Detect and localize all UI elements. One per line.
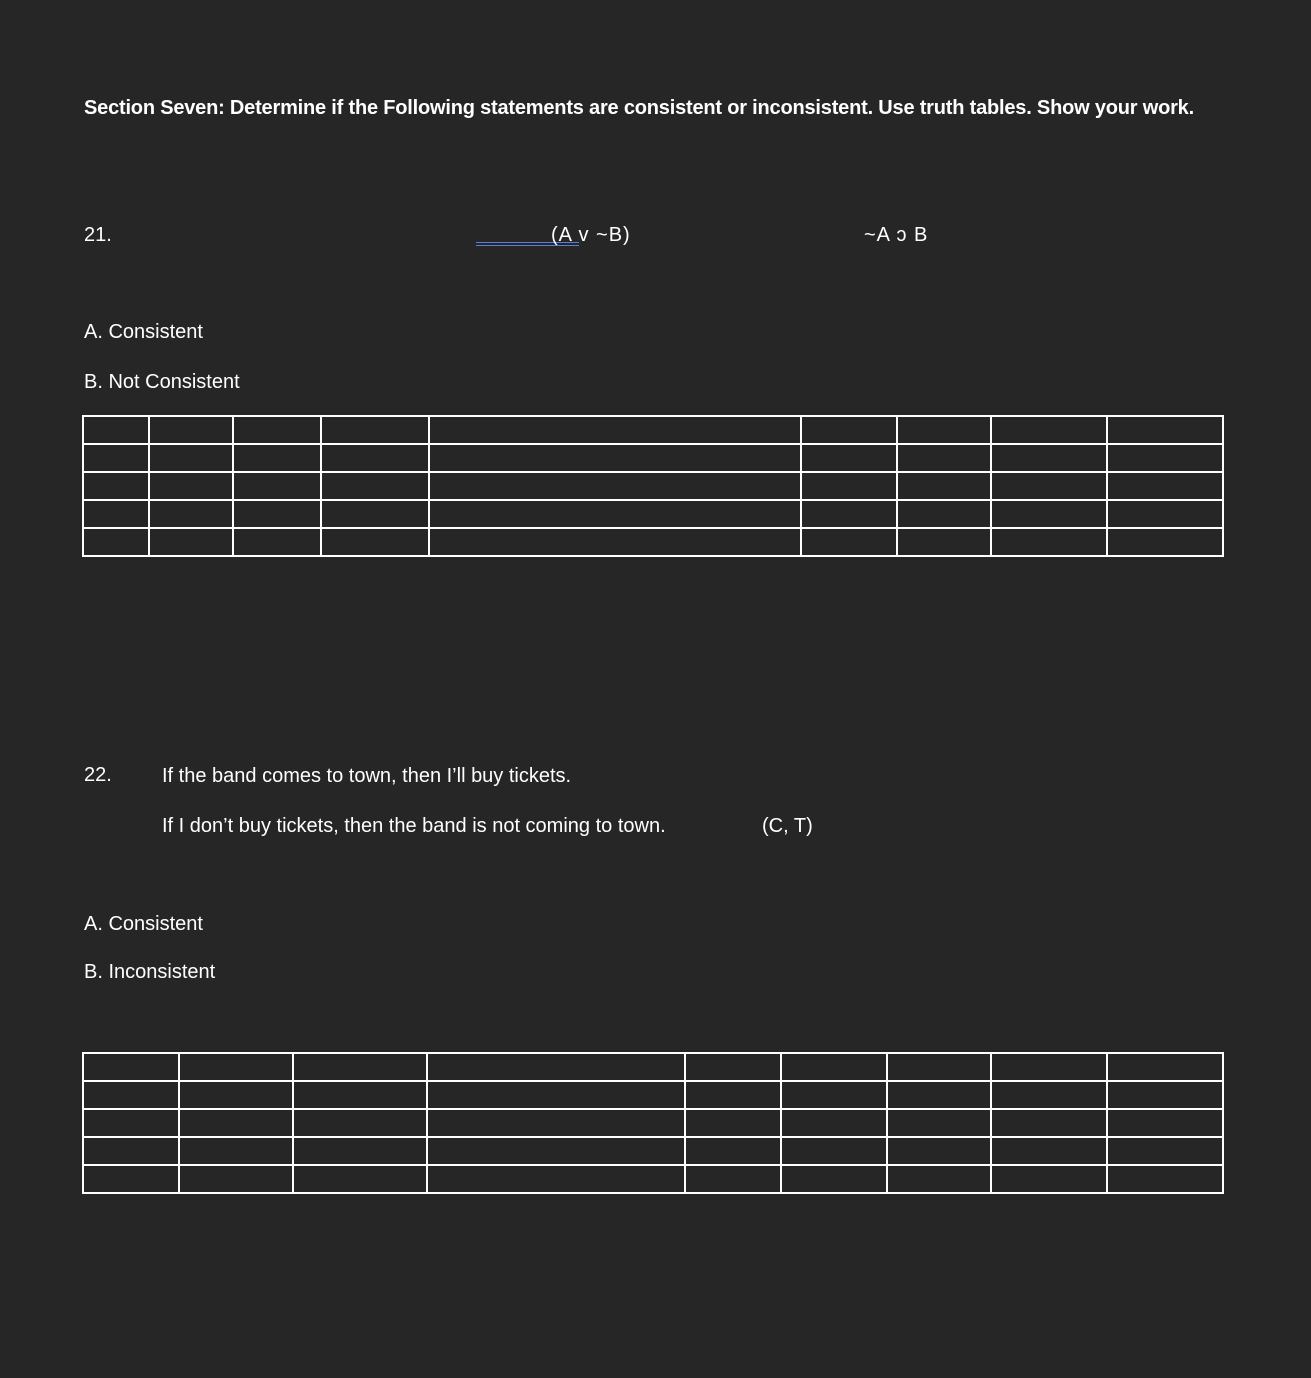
table-cell[interactable] xyxy=(991,444,1107,472)
table-cell[interactable] xyxy=(233,528,321,556)
table-row xyxy=(83,444,1223,472)
table-row xyxy=(83,1137,1223,1165)
table-cell[interactable] xyxy=(685,1109,781,1137)
table-cell[interactable] xyxy=(179,1165,293,1193)
table-cell[interactable] xyxy=(429,472,801,500)
question-21-option-b: B. Not Consistent xyxy=(84,371,240,393)
table-cell[interactable] xyxy=(293,1137,427,1165)
table-cell[interactable] xyxy=(149,472,233,500)
table-cell[interactable] xyxy=(83,472,149,500)
table-cell[interactable] xyxy=(685,1137,781,1165)
table-cell[interactable] xyxy=(1107,1109,1223,1137)
table-cell[interactable] xyxy=(897,472,991,500)
table-cell[interactable] xyxy=(897,528,991,556)
table-row xyxy=(83,1109,1223,1137)
table-cell[interactable] xyxy=(1107,1137,1223,1165)
table-cell[interactable] xyxy=(991,1109,1107,1137)
table-cell[interactable] xyxy=(233,500,321,528)
table-cell[interactable] xyxy=(83,444,149,472)
table-cell[interactable] xyxy=(179,1081,293,1109)
question-22-option-b: B. Inconsistent xyxy=(84,961,216,983)
table-cell[interactable] xyxy=(781,1081,887,1109)
table-cell[interactable] xyxy=(233,444,321,472)
table-cell[interactable] xyxy=(149,528,233,556)
table-cell[interactable] xyxy=(83,416,149,444)
table-cell[interactable] xyxy=(991,500,1107,528)
table-cell[interactable] xyxy=(685,1053,781,1081)
table-cell[interactable] xyxy=(801,528,897,556)
table-cell[interactable] xyxy=(685,1081,781,1109)
table-cell[interactable] xyxy=(83,1165,179,1193)
table-cell[interactable] xyxy=(801,416,897,444)
table-cell[interactable] xyxy=(429,500,801,528)
table-cell[interactable] xyxy=(887,1109,991,1137)
table-cell[interactable] xyxy=(293,1053,427,1081)
table-cell[interactable] xyxy=(429,444,801,472)
table-cell[interactable] xyxy=(801,444,897,472)
table-cell[interactable] xyxy=(685,1165,781,1193)
truth-table-22 xyxy=(82,1052,1224,1194)
table-cell[interactable] xyxy=(897,416,991,444)
table-cell[interactable] xyxy=(83,1109,179,1137)
table-cell[interactable] xyxy=(991,1081,1107,1109)
table-cell[interactable] xyxy=(1107,1165,1223,1193)
table-cell[interactable] xyxy=(991,1137,1107,1165)
table-cell[interactable] xyxy=(293,1165,427,1193)
table-cell[interactable] xyxy=(83,1053,179,1081)
question-22-option-a: A. Consistent xyxy=(84,913,203,935)
table-cell[interactable] xyxy=(233,472,321,500)
table-cell[interactable] xyxy=(149,444,233,472)
table-cell[interactable] xyxy=(179,1053,293,1081)
table-cell[interactable] xyxy=(83,1137,179,1165)
table-cell[interactable] xyxy=(991,472,1107,500)
table-cell[interactable] xyxy=(83,528,149,556)
table-cell[interactable] xyxy=(83,500,149,528)
table-cell[interactable] xyxy=(1107,528,1223,556)
table-cell[interactable] xyxy=(781,1137,887,1165)
question-22-line-1: If the band comes to town, then I’ll buy tickets. xyxy=(162,765,572,787)
table-cell[interactable] xyxy=(429,528,801,556)
table-cell[interactable] xyxy=(801,500,897,528)
table-cell[interactable] xyxy=(321,528,429,556)
table-cell[interactable] xyxy=(781,1165,887,1193)
table-cell[interactable] xyxy=(991,1053,1107,1081)
table-cell[interactable] xyxy=(427,1081,685,1109)
truth-table-21 xyxy=(82,415,1224,557)
table-cell[interactable] xyxy=(427,1109,685,1137)
table-cell[interactable] xyxy=(149,416,233,444)
table-row xyxy=(83,416,1223,444)
section-heading: Section Seven: Determine if the Following statements are consistent or inconsistent. Use truth tables. Show your work. xyxy=(84,97,1194,119)
question-22-line-2: If I don’t buy tickets, then the band is not coming to town. xyxy=(162,815,666,837)
table-cell[interactable] xyxy=(1107,1053,1223,1081)
table-cell[interactable] xyxy=(887,1137,991,1165)
table-cell[interactable] xyxy=(887,1165,991,1193)
table-cell[interactable] xyxy=(427,1053,685,1081)
table-cell[interactable] xyxy=(1107,500,1223,528)
table-cell[interactable] xyxy=(781,1053,887,1081)
table-cell[interactable] xyxy=(801,472,897,500)
table-cell[interactable] xyxy=(293,1109,427,1137)
table-cell[interactable] xyxy=(887,1053,991,1081)
table-cell[interactable] xyxy=(179,1109,293,1137)
table-cell[interactable] xyxy=(429,416,801,444)
question-21-option-a: A. Consistent xyxy=(84,321,203,343)
table-row xyxy=(83,472,1223,500)
table-cell[interactable] xyxy=(991,416,1107,444)
table-cell[interactable] xyxy=(179,1137,293,1165)
table-row xyxy=(83,1165,1223,1193)
table-cell[interactable] xyxy=(321,500,429,528)
table-cell[interactable] xyxy=(321,444,429,472)
table-cell[interactable] xyxy=(991,1165,1107,1193)
table-cell[interactable] xyxy=(427,1165,685,1193)
question-21-statement-1: (A v ~B) xyxy=(551,224,631,246)
table-cell[interactable] xyxy=(321,472,429,500)
table-row xyxy=(83,1081,1223,1109)
question-21-number: 21. xyxy=(84,224,112,246)
table-cell[interactable] xyxy=(427,1137,685,1165)
table-cell[interactable] xyxy=(1107,416,1223,444)
question-22-number: 22. xyxy=(84,764,112,786)
table-cell[interactable] xyxy=(897,500,991,528)
question-21-statement-2: ~A ↄ B xyxy=(864,224,929,246)
table-row xyxy=(83,1053,1223,1081)
table-cell[interactable] xyxy=(1107,1081,1223,1109)
table-cell[interactable] xyxy=(897,444,991,472)
table-cell[interactable] xyxy=(233,416,321,444)
table-row xyxy=(83,528,1223,556)
table-cell[interactable] xyxy=(991,528,1107,556)
table-cell[interactable] xyxy=(293,1081,427,1109)
table-cell[interactable] xyxy=(887,1081,991,1109)
table-cell[interactable] xyxy=(1107,444,1223,472)
question-22-key: (C, T) xyxy=(762,815,813,837)
table-cell[interactable] xyxy=(149,500,233,528)
table-cell[interactable] xyxy=(1107,472,1223,500)
table-row xyxy=(83,500,1223,528)
table-cell[interactable] xyxy=(321,416,429,444)
table-cell[interactable] xyxy=(781,1109,887,1137)
table-cell[interactable] xyxy=(83,1081,179,1109)
